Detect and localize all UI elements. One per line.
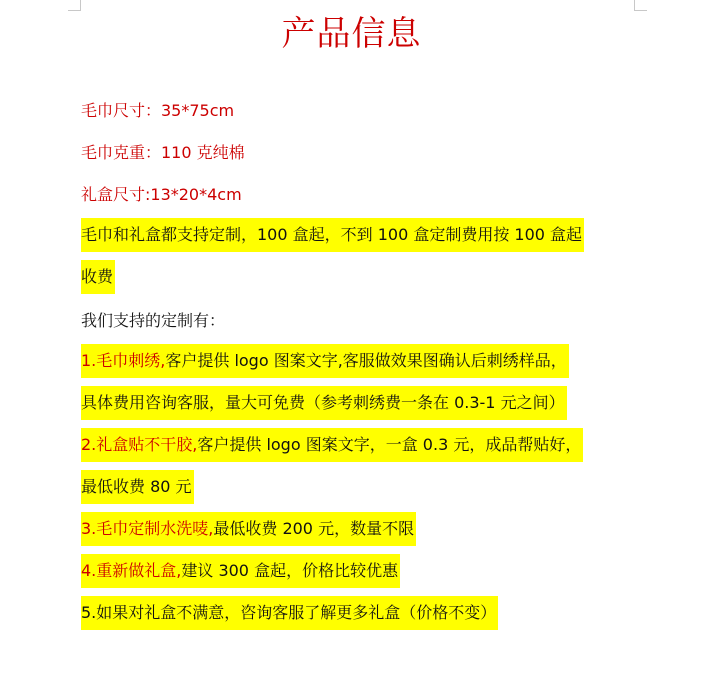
option-label: 2.礼盒贴不干胶, xyxy=(81,435,198,454)
option-4 xyxy=(81,550,651,592)
page-title: 产品信息 xyxy=(281,14,422,54)
option-1-line-2 xyxy=(81,382,651,424)
spec-towel-size xyxy=(81,88,651,130)
spec-text: 毛巾克重：110 克纯棉 xyxy=(81,142,245,162)
option-5 xyxy=(81,592,651,634)
custom-note-line-1 xyxy=(81,214,651,256)
option-text: 建议 300 盒起，价格比较优惠 xyxy=(181,561,399,580)
highlighted-text xyxy=(81,512,416,546)
option-text: 5.如果对礼盒不满意，咨询客服了解更多礼盒（价格不变） xyxy=(81,596,498,630)
option-label: 3.毛巾定制水洗唛, xyxy=(81,519,214,538)
highlighted-text: 收费 xyxy=(81,260,115,294)
intro-text: 我们支持的定制有： xyxy=(81,310,226,330)
spec-text: 礼盒尺寸:13*20*4cm xyxy=(81,184,242,204)
page-corner-mark-right xyxy=(634,0,647,11)
spec-box-size xyxy=(81,172,651,214)
option-label: 1.毛巾刺绣, xyxy=(81,351,166,370)
option-text: 具体费用咨询客服，量大可免费（参考刺绣费一条在 0.3-1 元之间） xyxy=(81,386,567,420)
option-1-line-1 xyxy=(81,340,651,382)
custom-note-line-2 xyxy=(81,256,651,298)
option-label: 4.重新做礼盒, xyxy=(81,561,182,580)
option-2-line-1 xyxy=(81,424,651,466)
option-3 xyxy=(81,508,651,550)
option-2-line-2 xyxy=(81,466,651,508)
highlighted-text xyxy=(81,428,583,462)
document-body xyxy=(81,88,651,634)
spec-towel-weight xyxy=(81,130,651,172)
highlighted-text xyxy=(81,344,569,378)
option-text: 最低收费 200 元，数量不限 xyxy=(213,519,415,538)
highlighted-text xyxy=(81,554,400,588)
options-intro xyxy=(81,298,651,340)
page-corner-mark-left xyxy=(68,0,81,11)
spec-text: 毛巾尺寸：35*75cm xyxy=(81,100,235,120)
highlighted-text: 毛巾和礼盒都支持定制，100 盒起，不到 100 盒定制费用按 100 盒起 xyxy=(81,218,584,252)
option-text: 最低收费 80 元 xyxy=(81,470,194,504)
option-text: 客户提供 logo 图案文字,客服做效果图确认后刺绣样品， xyxy=(165,351,567,370)
option-text: 客户提供 logo 图案文字，一盒 0.3 元，成品帮贴好， xyxy=(197,435,582,454)
